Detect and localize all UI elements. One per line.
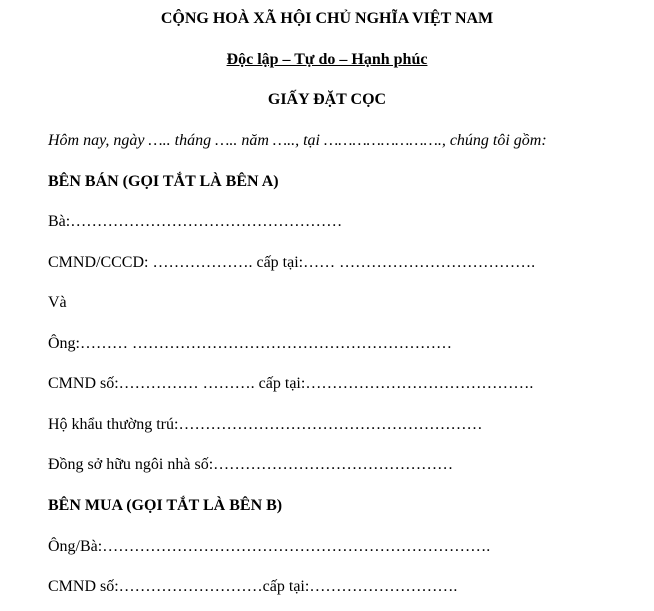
buyer-heading: BÊN MUA (GỌI TẮT LÀ BÊN B): [48, 497, 283, 514]
seller-line-ba: Bà:……………………………………………: [48, 213, 343, 230]
seller-line-cmnd-cccd: CMND/CCCD: ………………. cấp tại:…… ……………………………….: [48, 254, 536, 271]
intro-line: Hôm nay, ngày ….. tháng ….. năm ….., tại ……………………., chúng tôi gồm:: [48, 132, 547, 149]
buyer-line-ong-ba: Ông/Bà:……………………………………………………………….: [48, 538, 491, 555]
seller-line-ho-khau: Hộ khẩu thường trú:…………………………………………………: [48, 416, 483, 433]
motto: Độc lập – Tự do – Hạnh phúc: [226, 51, 428, 68]
seller-line-dong-so-huu: Đồng sở hữu ngôi nhà số:………………………………………: [48, 456, 454, 473]
seller-line-cmnd-so: CMND số:…………… ………. cấp tại:…………………………………….: [48, 375, 534, 392]
national-title: CỘNG HOÀ XÃ HỘI CHỦ NGHĨA VIỆT NAM: [160, 10, 494, 27]
seller-heading: BÊN BÁN (GỌI TẮT LÀ BÊN A): [48, 173, 279, 190]
seller-line-va: Và: [48, 294, 67, 311]
seller-line-ong: Ông:……… ……………………………………………………: [48, 335, 452, 352]
buyer-line-cmnd-so: CMND số:………………………cấp tại:……………………….: [48, 578, 458, 595]
document-title: GIẤY ĐẶT CỌC: [267, 91, 387, 108]
